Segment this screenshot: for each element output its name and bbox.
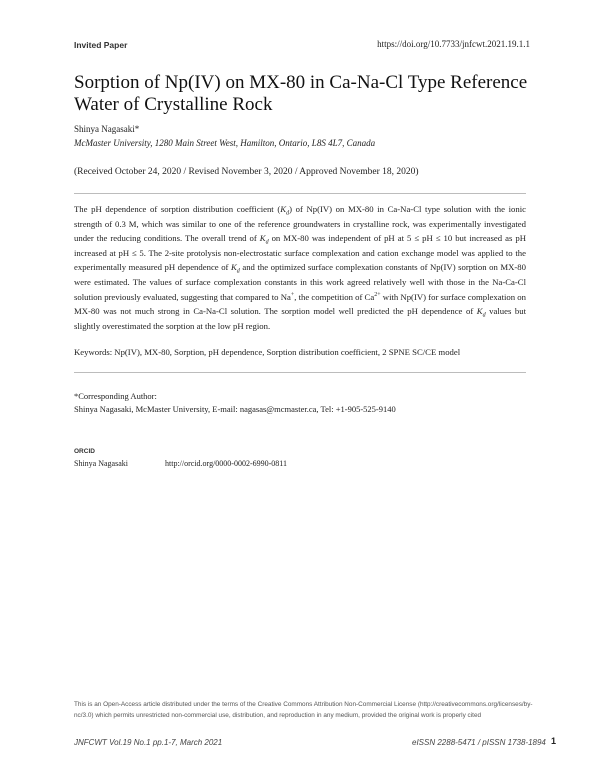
journal-citation: JNFCWT Vol.19 No.1 pp.1-7, March 2021 [74,738,223,747]
author-affiliation: McMaster University, 1280 Main Street West, Hamilton, Ontario, L8S 4L7, Canada [74,138,376,148]
corresponding-author-details: Shinya Nagasaki, McMaster University, E-mail: nagasas@mcmaster.ca, Tel: +1-905-525-9140 [74,403,396,414]
doi-link[interactable]: https://doi.org/10.7733/jnfcwt.2021.19.1.1 [377,39,530,49]
abstract-top-divider [74,193,526,194]
orcid-heading: ORCID [74,448,95,455]
page-number: 1 [551,736,557,746]
paper-title: Sorption of Np(IV) on MX-80 in Ca-Na-Cl Type Reference Water of Crystalline Rock [74,72,528,115]
orcid-link[interactable]: http://orcid.org/0000-0002-6990-0811 [165,459,287,468]
corresponding-author-label: *Corresponding Author: [74,391,157,401]
submission-dates: (Received October 24, 2020 / Revised November 3, 2020 / Approved November 18, 2020) [74,167,419,177]
author-name: Shinya Nagasaki* [74,124,140,134]
abstract-bottom-divider [74,372,526,373]
article-type-label: Invited Paper [74,40,128,50]
license-notice: This is an Open-Access article distributed under the terms of the Creative Commons Attribution Non-Commercial License (http://creativecommons.org/licenses/by-nc/3.0) which permits unrestricted non-commercial use, distribution, and reproduction in any medium, provided the original work is properly cited [74,701,533,719]
issn-info: eISSN 2288-5471 / pISSN 1738-1894 [412,738,546,747]
abstract-paragraph: The pH dependence of sorption distribution coefficient $(K_d)$ of Np(IV) on MX-80 in Ca-Na-Cl type solution with the ionic strength of 0.3 M, which was similar to one of the reference groundwaters in crystalline rock, was experimentally investigated under the reducing conditions. The overall trend of $K_d$ on MX-80 was independent of pH at 5 ≤ pH ≤ 10 but increased as pH increased at pH ≤ 5. The 2-site protolysis non-electrostatic surface complexation and cation exchange model was applied to the experimentally measured pH dependence of $K_d$ and the optimized surface complexation constants of Np(IV) sorption on MX-80 were estimated. The values of surface complexation constants in this work agreed relatively well with those in the Na-Ca-Cl solution previously evaluated, suggesting that compared to Na+, the competition of $Ca^{2+}$ with Np(IV) for surface complexation on MX-80 was not much strong in Ca-Na-Cl solution. The sorption model well predicted the pH dependence of $K_d$ values but slightly overestimated the sorption at the low pH region. [74,204,527,331]
orcid-author-name: Shinya Nagasaki [74,459,128,468]
keywords-line: Keywords: Np(IV), MX-80, Sorption, pH dependence, Sorption distribution coefficient, 2 SPNE SC/CE model [74,347,461,357]
corresponding-author-block [74,390,396,415]
